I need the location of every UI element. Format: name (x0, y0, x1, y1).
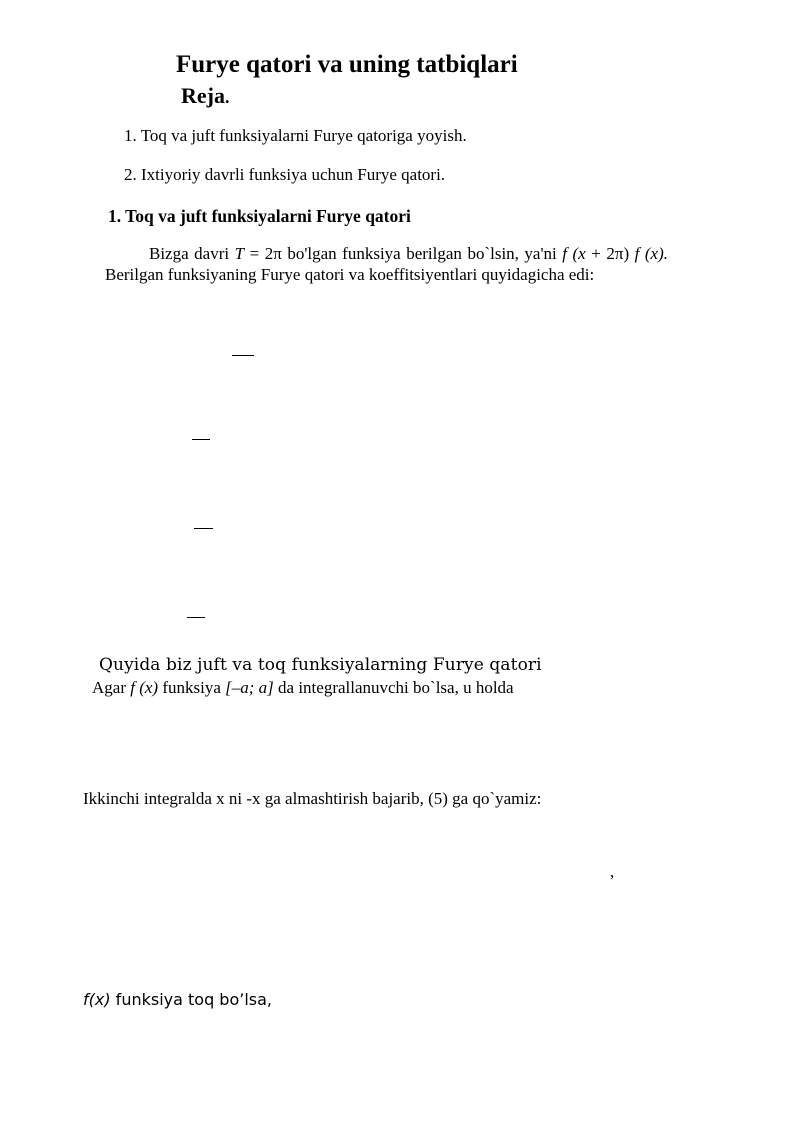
plan-heading-dot: . (224, 87, 230, 107)
intro-text-1: Bizga davri (149, 244, 235, 263)
formula-comma: , (610, 862, 615, 881)
plan-item-1: 1. Toq va juft funksiyalarni Furye qatoriga yoyish. (124, 126, 467, 145)
section-heading: 1. Toq va juft funksiyalarni Furye qatori (108, 206, 411, 226)
document-title: Furye qatori va uning tatbiqlari (176, 51, 518, 78)
plan-heading (181, 83, 229, 110)
agar-interval: [–a; a] (225, 678, 274, 697)
intro-paragraph (105, 243, 668, 285)
quyida-line: Quyida biz juft va toq funksiyalarning Furye qatori (99, 655, 542, 675)
plan-item-2: 2. Ixtiyoriy davrli funksiya uchun Furye qatori. (124, 165, 446, 184)
formula-fraction-bar (187, 617, 205, 618)
formula-fraction-bar (192, 439, 210, 440)
intro-text-3: + 2π) (585, 244, 635, 263)
ikkinchi-line: Ikkinchi integralda x ni -x ga almashtirish bajarib, (5) ga qo`yamiz: (83, 789, 542, 808)
agar-line (92, 678, 514, 698)
plan-heading-text: Reja (181, 83, 225, 108)
agar-text-2: funksiya (158, 678, 226, 697)
formula-fraction-bar (194, 528, 213, 529)
formula-fraction-bar (232, 355, 254, 356)
agar-text-1: Agar (92, 678, 131, 697)
odd-fx: f(x) (83, 990, 111, 1009)
agar-text-3: da integrallanuvchi bo`lsa, u holda (273, 678, 514, 697)
odd-function-line (83, 990, 272, 1010)
intro-var-t: T (234, 244, 245, 263)
intro-fx-plus: f (x (562, 244, 586, 263)
intro-text-4: Berilgan funksiyaning Furye qatori va koeffitsiyentlari quyidagicha edi: (105, 265, 595, 284)
odd-text: funksiya toq bo’lsa, (110, 990, 273, 1009)
agar-fx: f (x) (130, 678, 159, 697)
intro-text-2: = 2π bo'lgan funksiya berilgan bo`lsin, ya'ni (244, 244, 563, 263)
intro-fx: f (x). (634, 244, 668, 263)
